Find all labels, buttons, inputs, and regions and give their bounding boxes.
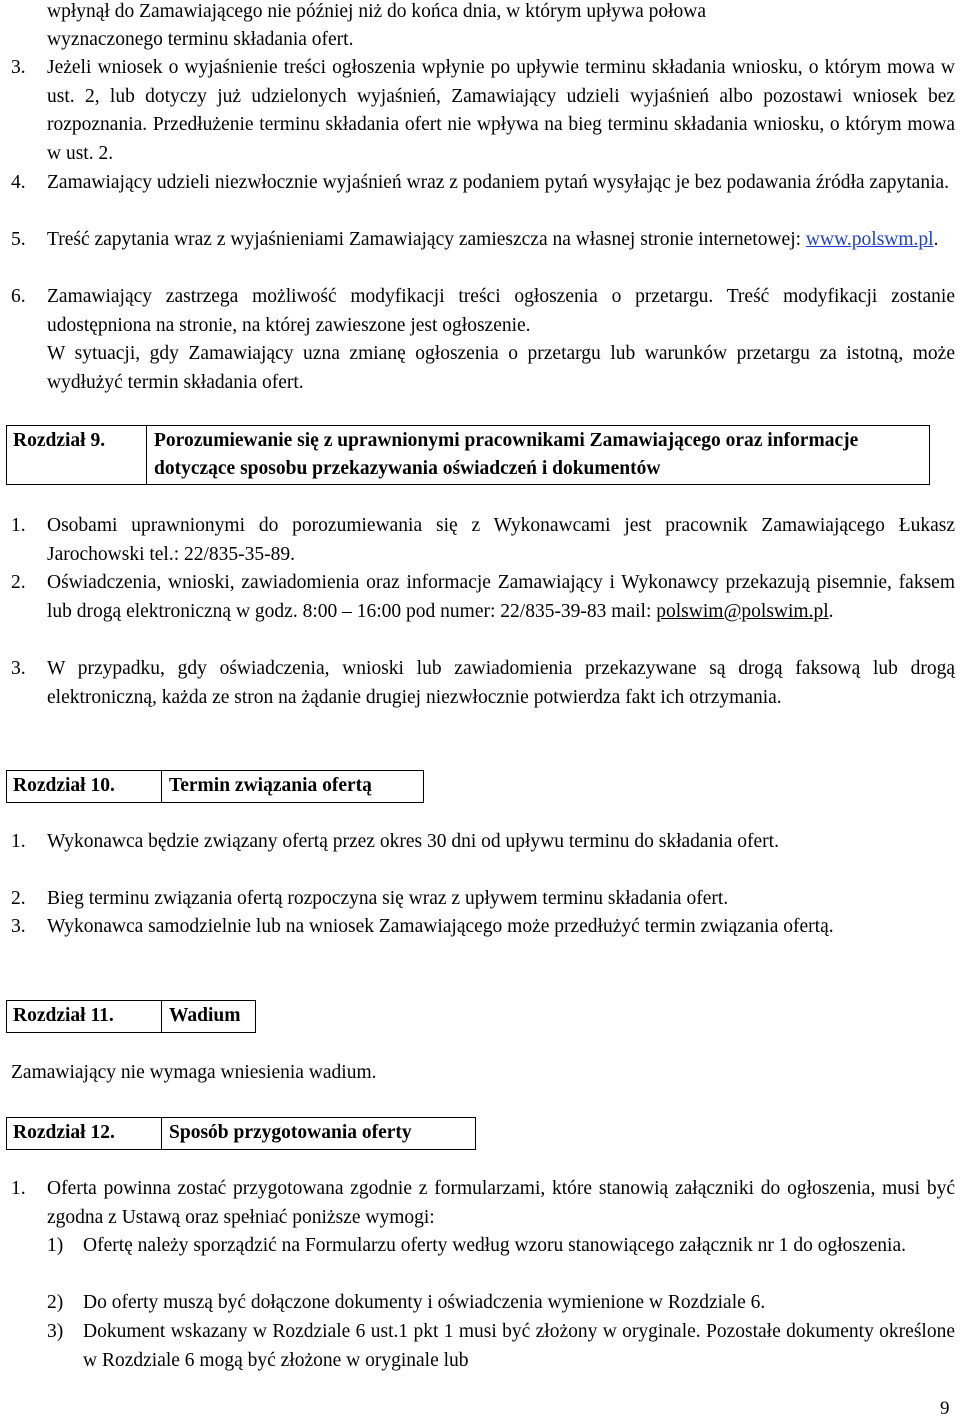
list-number: 1. bbox=[11, 1178, 26, 1199]
list-item-6 bbox=[11, 283, 955, 340]
chapter-title: Porozumiewanie się z uprawnionymi pracownikami Zamawiającego oraz informacje dotyczące sposobu przekazywania oświadczeń i dokumentów bbox=[154, 430, 859, 479]
page-number: 9 bbox=[940, 1398, 950, 1419]
list-item-text: Zamawiający udzieli niezwłocznie wyjaśnień wraz z podaniem pytań wysyłając je bez podawania źródła zapytania. bbox=[47, 172, 950, 193]
chapter-title: Wadium bbox=[169, 1005, 241, 1026]
list-item-text: W przypadku, gdy oświadczenia, wnioski lub zawiadomienia przekazywane są drogą faksową lub drogą elektroniczną, każda ze stron na żądanie drugiej niezwłocznie potwierdza fakt ich otrzymania. bbox=[47, 658, 955, 708]
chapter-title: Sposób przygotowania oferty bbox=[169, 1122, 412, 1143]
chapter-label: Rozdział 9. bbox=[7, 426, 147, 484]
list-item-text: Wykonawca będzie związany ofertą przez okres 30 dni od upływu terminu do składania ofert. bbox=[47, 831, 779, 852]
list-item-text: Dokument wskazany w Rozdziale 6 ust.1 pkt 1 musi być złożony w oryginale. Pozostałe dokumenty określone w Rozdziale 6 mogą być złożone w oryginale lub bbox=[83, 1321, 955, 1371]
list-item-6-continuation: W sytuacji, gdy Zamawiający uzna zmianę ogłoszenia o przetargu lub warunków przetargu za istotną, może wydłużyć termin składania ofert. bbox=[47, 343, 955, 393]
list-number: 5. bbox=[11, 229, 26, 250]
chapter-12-header bbox=[6, 1117, 476, 1150]
list-number: 2) bbox=[47, 1292, 64, 1313]
ch12-item-1 bbox=[11, 1175, 955, 1232]
chapter-title: Termin związania ofertą bbox=[169, 775, 372, 796]
chapter-10-header bbox=[6, 770, 424, 803]
list-number: 3. bbox=[11, 57, 26, 78]
list-item-5 bbox=[11, 226, 955, 255]
chapter-label: Rozdział 11. bbox=[7, 1001, 162, 1032]
list-item-text: Wykonawca samodzielnie lub na wniosek Zamawiającego może przedłużyć termin związania ofertą. bbox=[47, 916, 834, 937]
ch10-item-1 bbox=[11, 828, 955, 857]
ch10-item-3 bbox=[11, 913, 955, 942]
list-number: 3. bbox=[11, 658, 26, 679]
list-number: 2. bbox=[11, 888, 26, 909]
ch10-item-2 bbox=[11, 885, 955, 914]
punctuation: . bbox=[828, 600, 834, 622]
chapter-9-header bbox=[6, 425, 930, 485]
paragraph-continuation-line2: wyznaczonego terminu składania ofert. bbox=[47, 29, 354, 50]
chapter-label: Rozdział 12. bbox=[7, 1118, 162, 1149]
list-number: 6. bbox=[11, 286, 26, 307]
list-number: 1. bbox=[11, 515, 26, 536]
paragraph-continuation-line1: wpłynął do Zamawiającego nie później niż do końca dnia, w którym upływa połowa bbox=[47, 1, 707, 22]
list-item-text: Ofertę należy sporządzić na Formularzu oferty według wzoru stanowiącego załącznik nr 1 do ogłoszenia. bbox=[83, 1235, 906, 1256]
chapter-11-header bbox=[6, 1000, 256, 1033]
list-number: 3) bbox=[47, 1321, 64, 1342]
list-item-text: Zamawiający zastrzega możliwość modyfikacji treści ogłoszenia o przetargu. Treść modyfikacji zostanie udostępniona na stronie, na której zawieszone jest ogłoszenie. bbox=[47, 286, 955, 336]
list-number: 1. bbox=[11, 831, 26, 852]
ch9-item-3 bbox=[11, 655, 955, 712]
email-link[interactable]: polswim@polswim.pl bbox=[656, 600, 829, 622]
list-item-text: Treść zapytania wraz z wyjaśnieniami Zamawiający zamieszcza na własnej stronie internetowej: bbox=[47, 229, 802, 250]
ch9-item-1 bbox=[11, 512, 955, 569]
punctuation: . bbox=[933, 229, 939, 250]
list-item-text: Jeżeli wniosek o wyjaśnienie treści ogłoszenia wpłynie po upływie terminu składania wniosku, o którym mowa w ust. 2, lub dotyczy już udzielonych wyjaśnień, Zamawiający udzieli wyjaśnień albo pozostawi wniosek bez rozpoznania. Przedłużenie terminu składania ofert nie wpływa na bieg terminu składania wniosku, o którym mowa w ust. 2. bbox=[47, 57, 955, 164]
list-number: 3. bbox=[11, 916, 26, 937]
list-item-text: Do oferty muszą być dołączone dokumenty i oświadczenia wymienione w Rozdziale 6. bbox=[83, 1292, 766, 1313]
list-number: 4. bbox=[11, 172, 26, 193]
website-link[interactable]: www.polswm.pl bbox=[805, 229, 934, 250]
ch11-text: Zamawiający nie wymaga wniesienia wadium. bbox=[11, 1062, 377, 1083]
list-item-text: Osobami uprawnionymi do porozumiewania się z Wykonawcami jest pracownik Zamawiającego Łukasz Jarochowski tel.: 22/835-35-89. bbox=[47, 515, 955, 565]
ch12-subitem-2 bbox=[47, 1289, 955, 1318]
list-item-text: Oświadczenia, wnioski, zawiadomienia oraz informacje Zamawiający i Wykonawcy przekazują pisemnie, faksem lub drogą elektroniczną w godz. 8:00 – 16:00 pod numer: 22/835-39-83 mail: bbox=[47, 572, 955, 622]
chapter-label: Rozdział 10. bbox=[7, 771, 162, 802]
list-item-4 bbox=[11, 169, 955, 198]
list-item-text: Bieg terminu związania ofertą rozpoczyna się wraz z upływem terminu składania ofert. bbox=[47, 888, 729, 909]
ch9-item-2 bbox=[11, 569, 955, 626]
ch12-subitem-3 bbox=[47, 1318, 955, 1375]
list-number: 2. bbox=[11, 572, 26, 593]
list-item-text: Oferta powinna zostać przygotowana zgodnie z formularzami, które stanowią załączniki do ogłoszenia, musi być zgodna z Ustawą oraz spełniać poniższe wymogi: bbox=[47, 1178, 955, 1228]
ch12-subitem-1 bbox=[47, 1232, 955, 1261]
list-item-3 bbox=[11, 54, 955, 168]
list-number: 1) bbox=[47, 1235, 64, 1256]
